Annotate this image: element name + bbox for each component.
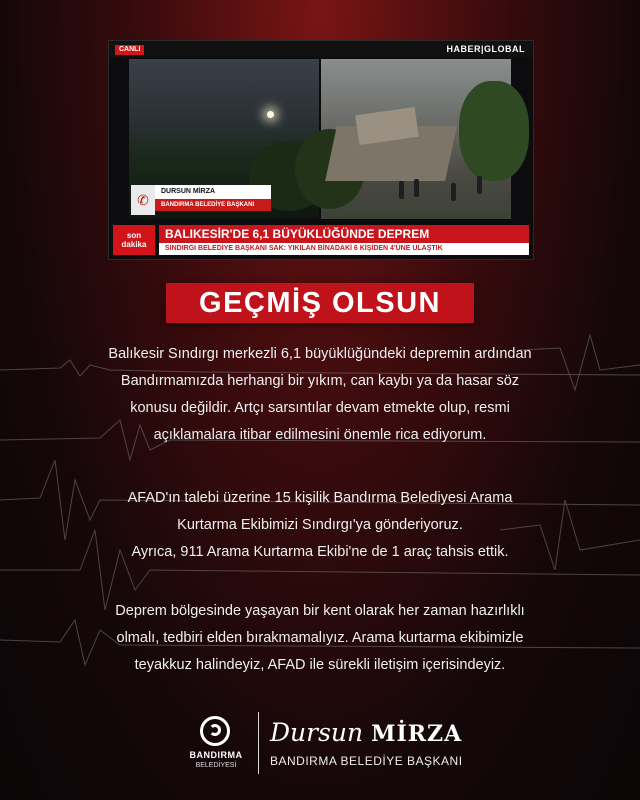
caller-lower-third	[131, 185, 291, 215]
breaking-news-bar	[109, 221, 533, 259]
statement-paragraph-1	[60, 341, 580, 449]
signature-last: MİRZA	[371, 721, 463, 747]
text-line: Deprem bölgesinde yaşayan bir kent olarak her zaman hazırlıklı	[115, 603, 525, 619]
caller-name: DURSUN MİRZA	[155, 185, 271, 199]
logo-subtitle: BELEDİYESİ	[195, 762, 237, 769]
news-headline: BALIKESİR'DE 6,1 BÜYÜKLÜĞÜNDE DEPREM	[159, 225, 529, 243]
person	[414, 179, 419, 197]
news-subline: SINDIRGI BELEDİYE BAŞKANI SAK: YIKILAN BİNADAKİ 6 KİŞİDEN 4'ÜNE ULAŞTIK	[159, 243, 529, 255]
news-screenshot	[108, 40, 534, 260]
dakika-label: dakika	[121, 240, 147, 249]
mayor-title: BANDIRMA BELEDİYE BAŞKANI	[270, 754, 463, 768]
statement-paragraph-3	[60, 598, 580, 679]
statement-paragraph-2	[60, 485, 580, 566]
caller-title: BANDIRMA BELEDİYE BAŞKANI	[155, 199, 271, 211]
live-badge: CANLI	[115, 45, 144, 55]
text-line: açıklamalara itibar edilmesini önemle rica ediyorum.	[153, 427, 487, 443]
person	[451, 183, 456, 201]
text-line: olmalı, tedbiri elden bırakmamalıyız. Arama kurtarma ekibimizle	[116, 630, 524, 646]
person	[477, 176, 482, 194]
text-line: Kurtarma Ekibimizi Sındırgı'ya gönderiyoruz.	[177, 517, 463, 533]
text-line: Bandırmamızda herhangi bir yıkım, can kaybı ya da hasar söz	[120, 373, 520, 389]
person	[399, 181, 404, 199]
son-dakika-badge	[113, 225, 155, 255]
text-line: Balıkesir Sındırgı merkezli 6,1 büyüklüğündeki depremin ardından	[108, 346, 532, 362]
channel-logo: HABER|GLOBAL	[446, 44, 525, 54]
signature-first: Dursun	[270, 718, 364, 747]
son-label: son	[126, 231, 142, 240]
street-lamp	[267, 111, 274, 118]
signature	[270, 718, 462, 747]
text-line: Ayrıca, 911 Arama Kurtarma Ekibi'ne de 1 araç tahsis ettik.	[131, 544, 509, 560]
phone-icon: ✆	[131, 185, 155, 215]
logo-name: BANDIRMA	[189, 750, 243, 760]
text-line: teyakkuz halindeyiz, AFAD ile sürekli iletişim içerisindeyiz.	[134, 657, 506, 673]
gecmis-olsun-badge: GEÇMİŞ OLSUN	[166, 283, 474, 323]
footer	[0, 708, 640, 778]
text-line: konusu değildir. Artçı sarsıntılar devam etmekte olup, resmi	[130, 400, 510, 416]
bandirma-logo-icon	[200, 716, 230, 746]
text-line: AFAD'ın talebi üzerine 15 kişilik Bandırma Belediyesi Arama	[127, 490, 513, 506]
tree	[459, 81, 529, 181]
footer-divider	[258, 712, 259, 774]
